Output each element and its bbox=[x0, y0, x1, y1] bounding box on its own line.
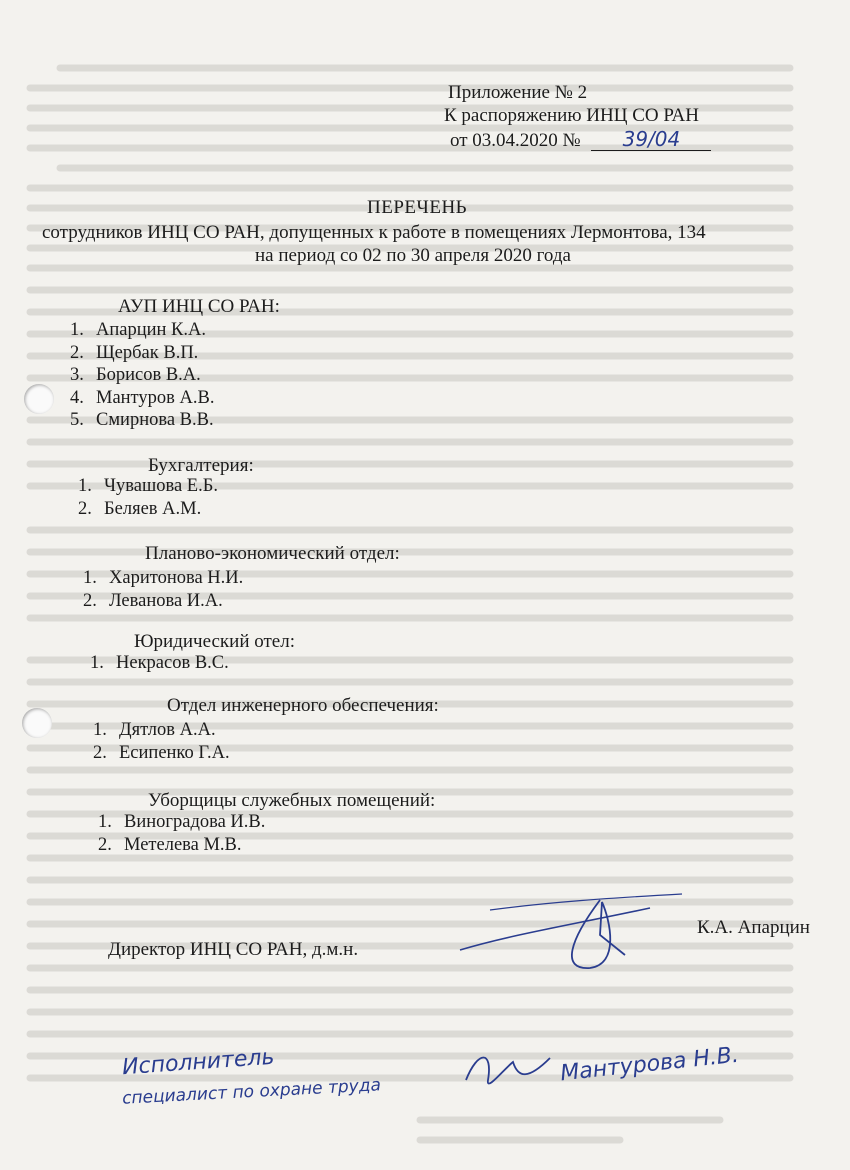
list-item: 2. Есипенко Г.А. bbox=[93, 742, 230, 763]
people-list-engineering bbox=[93, 719, 230, 764]
executor-handwritten-line1: Исполнитель bbox=[121, 1044, 276, 1081]
signatory-position: Директор ИНЦ СО РАН, д.м.н. bbox=[108, 939, 359, 960]
document-title: ПЕРЕЧЕНЬ bbox=[367, 197, 468, 218]
section-title-planning: Планово-экономический отдел: bbox=[145, 543, 400, 564]
executor-signature bbox=[458, 1040, 558, 1100]
list-item: 2. Беляев А.М. bbox=[78, 498, 202, 519]
section-title-accounting: Бухгалтерия: bbox=[148, 455, 254, 476]
list-item: 1. Чувашова Е.Б. bbox=[78, 476, 218, 496]
people-list-planning bbox=[83, 567, 243, 612]
signatory-name: К.А. Апарцин bbox=[697, 917, 810, 938]
section-title-aup: АУП ИНЦ СО РАН: bbox=[118, 296, 280, 317]
punch-hole-bottom bbox=[22, 708, 52, 738]
punch-hole-top bbox=[24, 384, 54, 414]
list-item: 2. Метелева М.В. bbox=[98, 834, 242, 855]
list-item: 5. Смирнова В.В. bbox=[70, 410, 214, 430]
appendix-label: Приложение № 2 bbox=[448, 82, 588, 103]
section-title-legal: Юридический отел: bbox=[134, 631, 295, 652]
section-title-engineering: Отдел инженерного обеспечения: bbox=[167, 695, 439, 716]
list-item: 2. Леванова И.А. bbox=[83, 590, 223, 611]
document-subtitle: сотрудников ИНЦ СО РАН, допущенных к работе в помещениях Лермонтова, 134 bbox=[42, 222, 706, 243]
people-list-accounting bbox=[78, 475, 218, 520]
order-date-line bbox=[450, 128, 711, 152]
list-item: 3. Борисов В.А. bbox=[70, 365, 201, 385]
list-item: 2. Щербак В.П. bbox=[70, 342, 199, 363]
order-number: 39/04 bbox=[591, 128, 711, 151]
executor-handwritten-name: Мантурова Н.В. bbox=[559, 1042, 740, 1087]
order-date: от 03.04.2020 № bbox=[450, 130, 581, 151]
document-period: на период со 02 по 30 апреля 2020 года bbox=[255, 245, 571, 266]
list-item: 1. Дятлов А.А. bbox=[93, 720, 216, 740]
list-item: 4. Мантуров А.В. bbox=[70, 387, 215, 408]
people-list-cleaning bbox=[98, 811, 265, 856]
director-signature bbox=[450, 880, 690, 980]
people-list-aup bbox=[70, 319, 214, 432]
list-item: 1. Виноградова И.В. bbox=[98, 812, 266, 832]
list-item: 1. Некрасов В.С. bbox=[90, 653, 229, 673]
people-list-legal bbox=[90, 652, 229, 675]
section-title-cleaning: Уборщицы служебных помещений: bbox=[148, 790, 436, 811]
executor-handwritten-line2: специалист по охране труда bbox=[121, 1075, 382, 1109]
list-item: 1. Харитонова Н.И. bbox=[83, 568, 244, 588]
list-item: 1. Апарцин К.А. bbox=[70, 320, 206, 340]
order-reference: К распоряжению ИНЦ СО РАН bbox=[444, 105, 699, 126]
